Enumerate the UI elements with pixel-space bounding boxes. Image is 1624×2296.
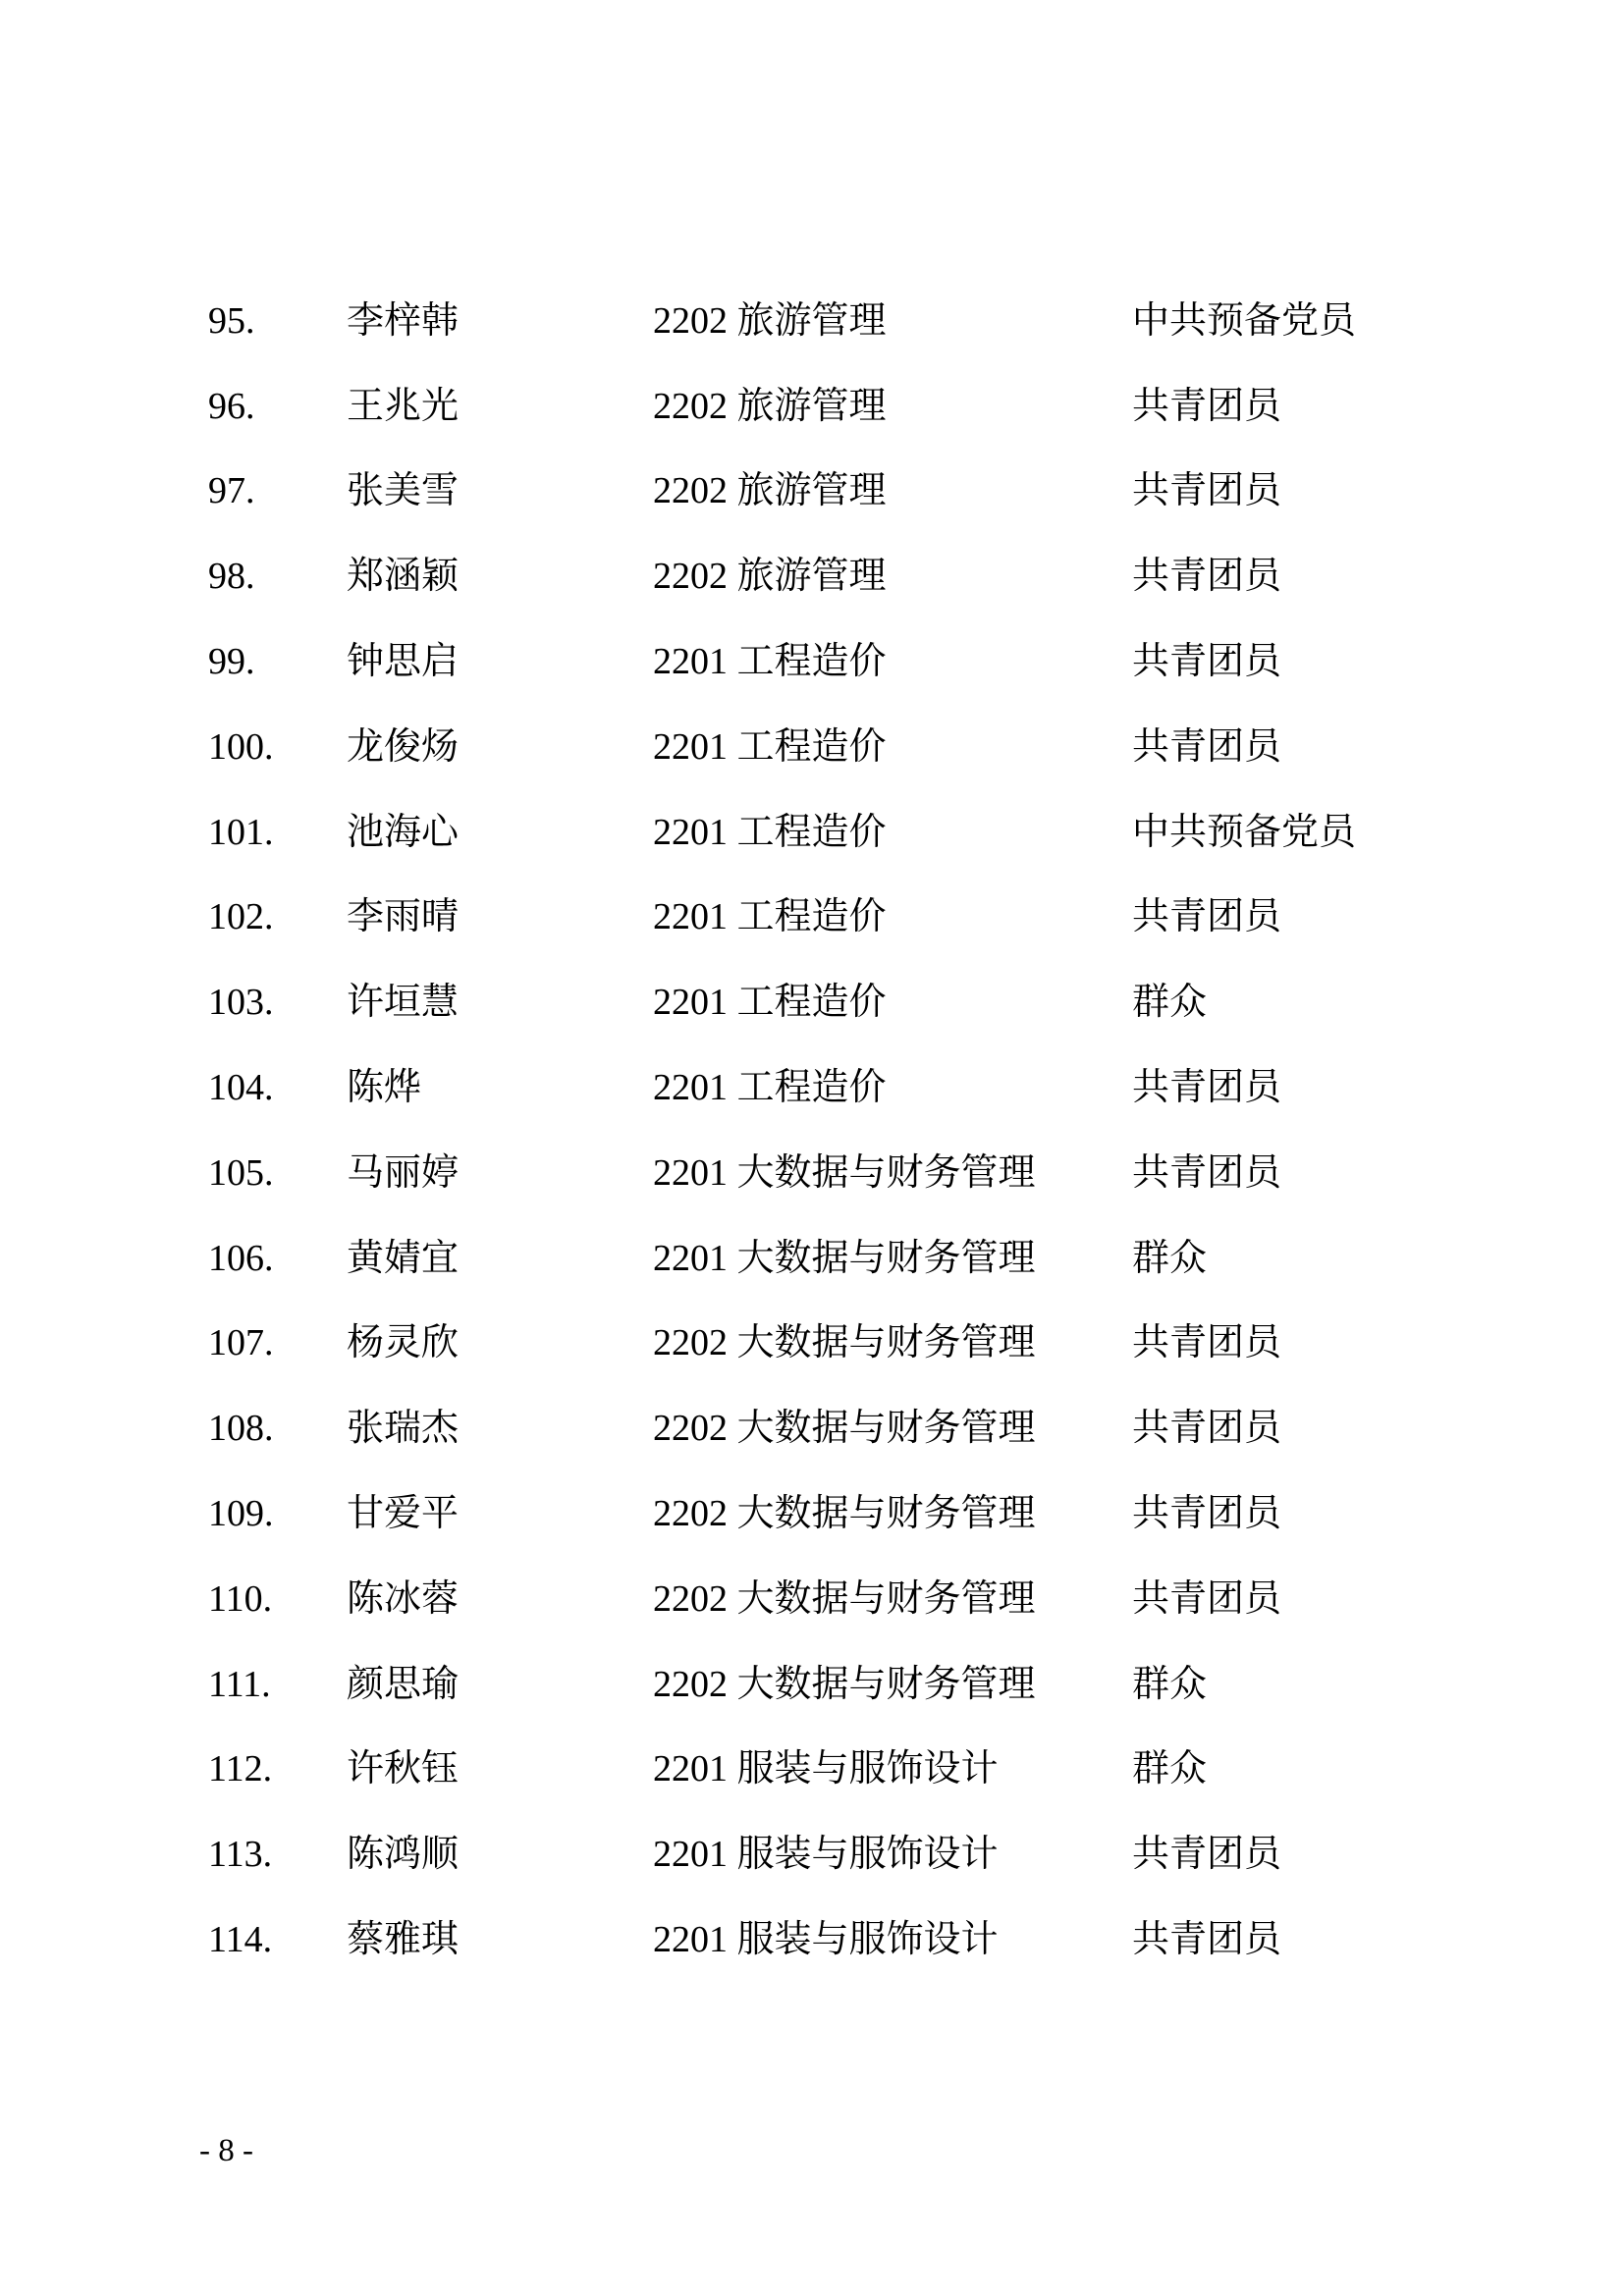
row-number: 108. bbox=[208, 1408, 274, 1450]
student-name: 张瑞杰 bbox=[347, 1408, 460, 1450]
table-row bbox=[0, 1812, 1624, 1897]
row-number: 106. bbox=[208, 1237, 274, 1279]
row-number: 114. bbox=[208, 1919, 273, 1961]
table-row bbox=[0, 1386, 1624, 1471]
table-row bbox=[0, 1471, 1624, 1557]
class-major: 2201 服装与服饰设计 bbox=[653, 1748, 999, 1790]
table-row bbox=[0, 704, 1624, 789]
student-name: 池海心 bbox=[347, 811, 460, 853]
political-status: 群众 bbox=[1132, 1748, 1208, 1790]
row-number: 105. bbox=[208, 1151, 274, 1194]
class-major: 2202 旅游管理 bbox=[653, 299, 887, 342]
row-number: 112. bbox=[208, 1748, 273, 1790]
student-name: 颜思瑜 bbox=[347, 1663, 460, 1705]
table-row bbox=[0, 960, 1624, 1045]
political-status: 群众 bbox=[1132, 1663, 1208, 1705]
row-number: 107. bbox=[208, 1322, 274, 1364]
student-name: 郑涵颖 bbox=[347, 556, 460, 598]
political-status: 共青团员 bbox=[1132, 385, 1282, 427]
student-name: 陈鸿顺 bbox=[347, 1834, 460, 1876]
class-major: 2202 大数据与财务管理 bbox=[653, 1322, 1036, 1364]
row-number: 111. bbox=[208, 1663, 271, 1705]
class-major: 2201 工程造价 bbox=[653, 982, 887, 1024]
table-row bbox=[0, 363, 1624, 449]
row-number: 95. bbox=[208, 299, 255, 342]
political-status: 共青团员 bbox=[1132, 1408, 1282, 1450]
political-status: 共青团员 bbox=[1132, 1834, 1282, 1876]
table-row bbox=[0, 279, 1624, 364]
class-major: 2202 旅游管理 bbox=[653, 556, 887, 598]
class-major: 2202 大数据与财务管理 bbox=[653, 1663, 1036, 1705]
class-major: 2202 大数据与财务管理 bbox=[653, 1408, 1036, 1450]
class-major: 2202 大数据与财务管理 bbox=[653, 1577, 1036, 1620]
row-number: 110. bbox=[208, 1577, 273, 1620]
table-row bbox=[0, 1130, 1624, 1215]
political-status: 共青团员 bbox=[1132, 641, 1282, 683]
class-major: 2201 工程造价 bbox=[653, 896, 887, 938]
row-number: 103. bbox=[208, 982, 274, 1024]
political-status: 群众 bbox=[1132, 982, 1208, 1024]
student-name: 王兆光 bbox=[347, 385, 460, 427]
student-name: 陈冰蓉 bbox=[347, 1577, 460, 1620]
table-row bbox=[0, 1641, 1624, 1727]
table-row bbox=[0, 1727, 1624, 1812]
political-status: 共青团员 bbox=[1132, 1067, 1282, 1109]
class-major: 2201 工程造价 bbox=[653, 641, 887, 683]
page-number: - 8 - bbox=[199, 2133, 253, 2168]
table-row bbox=[0, 875, 1624, 960]
row-number: 99. bbox=[208, 641, 255, 683]
student-name: 李梓韩 bbox=[347, 299, 460, 342]
student-name: 杨灵欣 bbox=[347, 1322, 460, 1364]
class-major: 2201 工程造价 bbox=[653, 725, 887, 768]
class-major: 2202 旅游管理 bbox=[653, 385, 887, 427]
student-name: 黄婧宜 bbox=[347, 1237, 460, 1279]
political-status: 群众 bbox=[1132, 1237, 1208, 1279]
political-status: 中共预备党员 bbox=[1132, 811, 1357, 853]
row-number: 102. bbox=[208, 896, 274, 938]
political-status: 共青团员 bbox=[1132, 556, 1282, 598]
table-row bbox=[0, 1045, 1624, 1131]
row-number: 97. bbox=[208, 470, 255, 512]
table-row bbox=[0, 619, 1624, 705]
table-row bbox=[0, 1556, 1624, 1641]
row-number: 100. bbox=[208, 725, 274, 768]
political-status: 共青团员 bbox=[1132, 1493, 1282, 1535]
table-row bbox=[0, 1215, 1624, 1301]
class-major: 2201 工程造价 bbox=[653, 811, 887, 853]
political-status: 中共预备党员 bbox=[1132, 299, 1357, 342]
table-row bbox=[0, 534, 1624, 619]
political-status: 共青团员 bbox=[1132, 1919, 1282, 1961]
student-name: 钟思启 bbox=[347, 641, 460, 683]
row-number: 101. bbox=[208, 811, 274, 853]
class-major: 2201 服装与服饰设计 bbox=[653, 1834, 999, 1876]
student-name: 许秋钰 bbox=[347, 1748, 460, 1790]
political-status: 共青团员 bbox=[1132, 896, 1282, 938]
table-row bbox=[0, 789, 1624, 875]
student-name: 龙俊炀 bbox=[347, 725, 460, 768]
row-number: 113. bbox=[208, 1834, 273, 1876]
political-status: 共青团员 bbox=[1132, 1322, 1282, 1364]
class-major: 2201 大数据与财务管理 bbox=[653, 1237, 1036, 1279]
student-name: 张美雪 bbox=[347, 470, 460, 512]
political-status: 共青团员 bbox=[1132, 470, 1282, 512]
class-major: 2201 大数据与财务管理 bbox=[653, 1151, 1036, 1194]
class-major: 2201 服装与服饰设计 bbox=[653, 1919, 999, 1961]
table-row bbox=[0, 1897, 1624, 1983]
table-row bbox=[0, 1301, 1624, 1386]
student-name: 许垣慧 bbox=[347, 982, 460, 1024]
class-major: 2201 工程造价 bbox=[653, 1067, 887, 1109]
student-name: 李雨晴 bbox=[347, 896, 460, 938]
political-status: 共青团员 bbox=[1132, 1151, 1282, 1194]
student-name: 马丽婷 bbox=[347, 1151, 460, 1194]
row-number: 109. bbox=[208, 1493, 274, 1535]
student-name: 甘爱平 bbox=[347, 1493, 460, 1535]
row-number: 98. bbox=[208, 556, 255, 598]
political-status: 共青团员 bbox=[1132, 725, 1282, 768]
student-roster-list bbox=[0, 279, 1624, 1983]
table-row bbox=[0, 449, 1624, 534]
student-name: 蔡雅琪 bbox=[347, 1919, 460, 1961]
row-number: 96. bbox=[208, 385, 255, 427]
political-status: 共青团员 bbox=[1132, 1577, 1282, 1620]
row-number: 104. bbox=[208, 1067, 274, 1109]
class-major: 2202 大数据与财务管理 bbox=[653, 1493, 1036, 1535]
student-name: 陈烨 bbox=[347, 1067, 422, 1109]
class-major: 2202 旅游管理 bbox=[653, 470, 887, 512]
